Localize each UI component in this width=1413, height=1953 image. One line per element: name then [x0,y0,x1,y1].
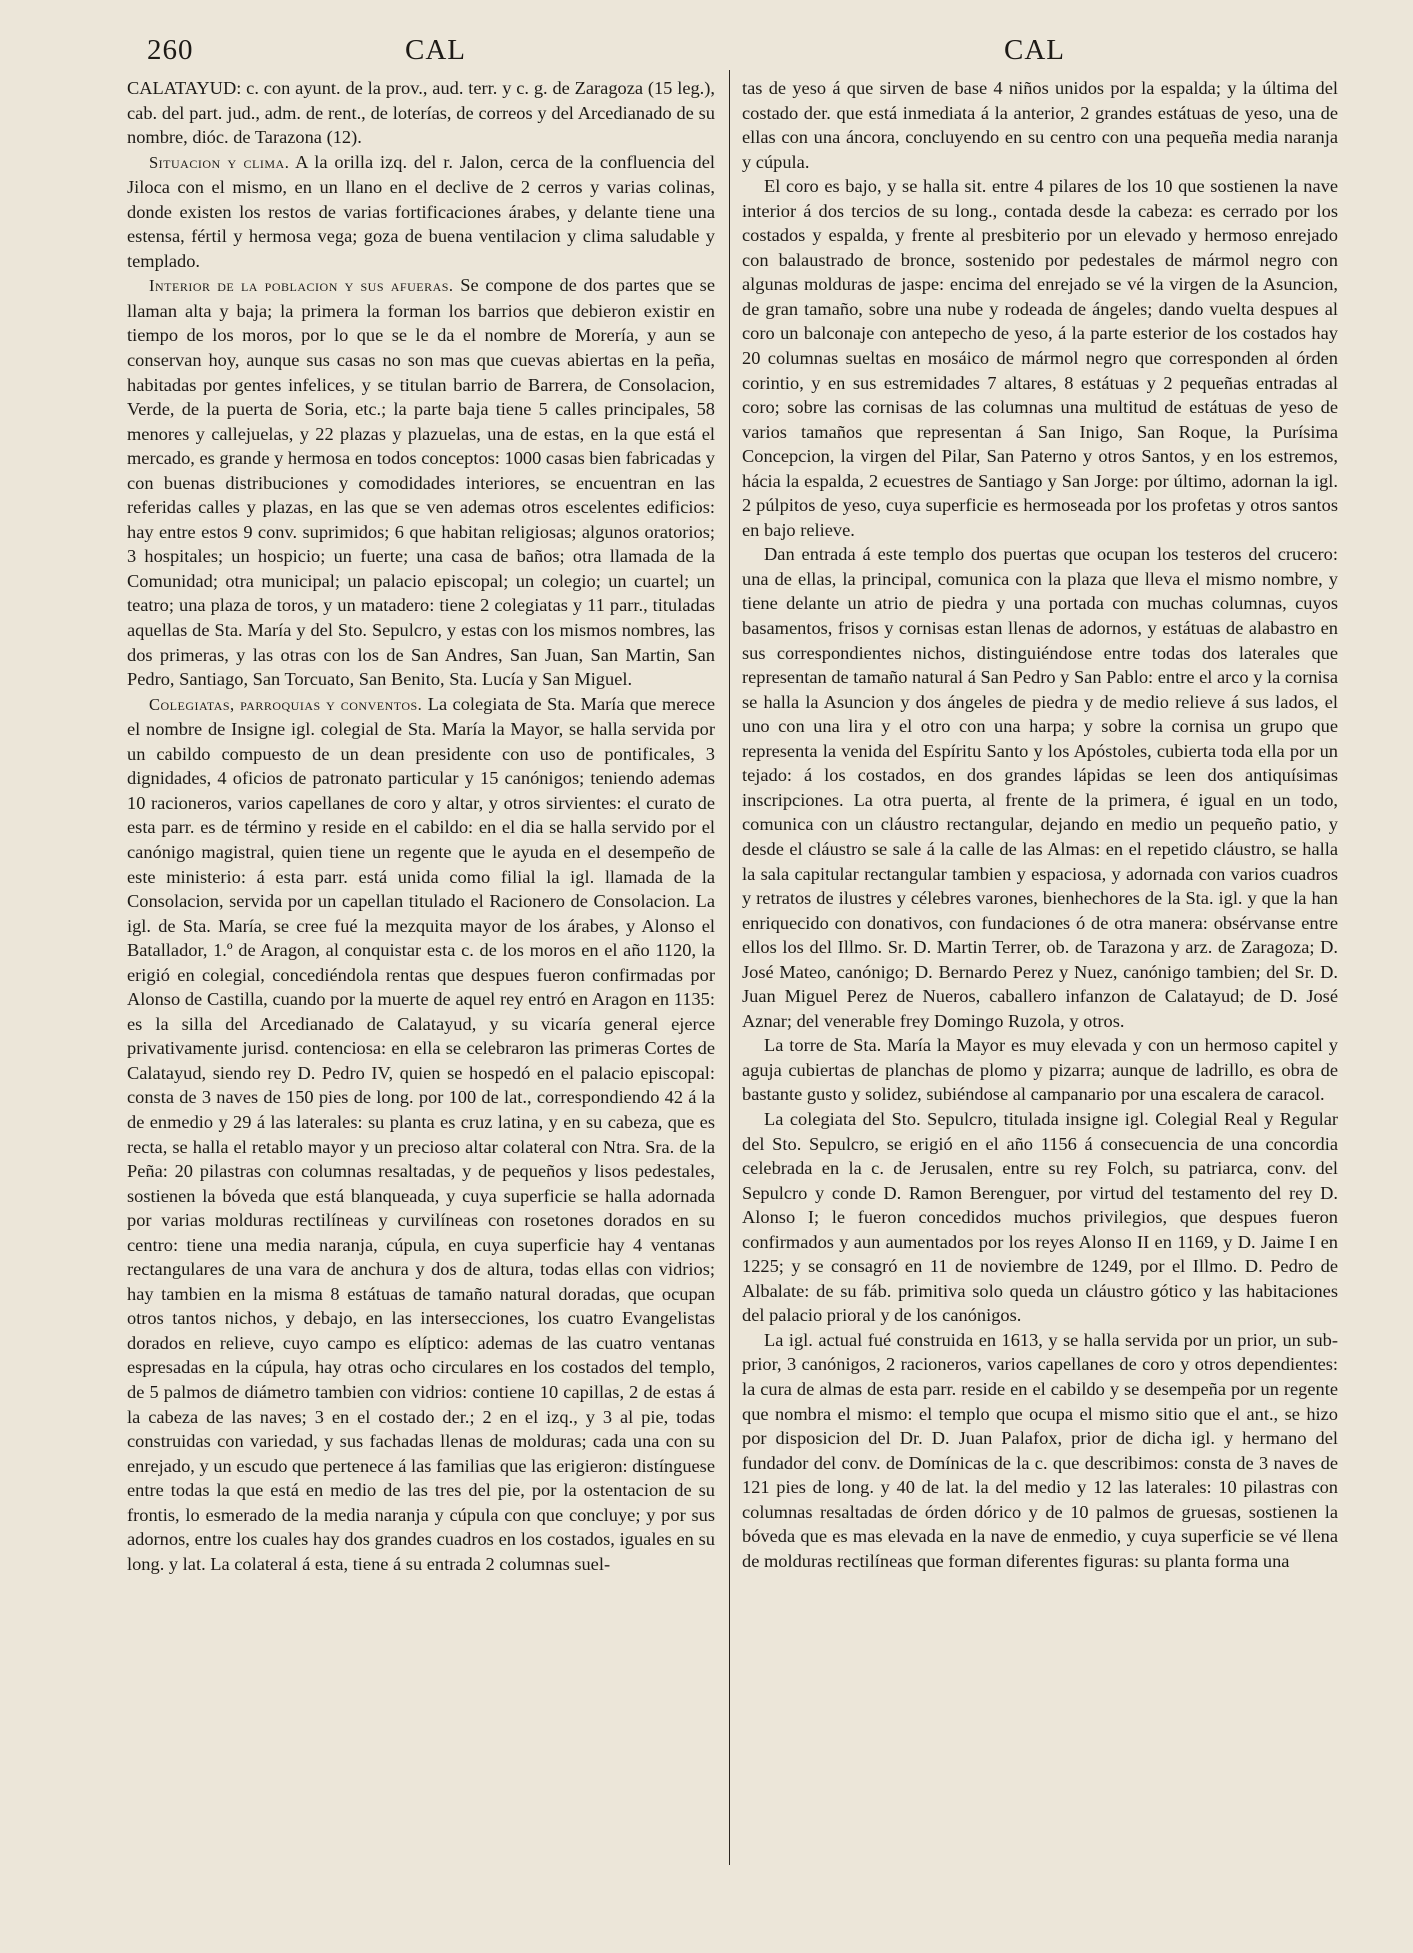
section-heading: Situacion y clima. [149,152,290,172]
paragraph-text: La igl. actual fué construida en 1613, y se halla servida por un prior, un sub-prior, 3 canónigos, 2 racioneros, varios capellanes de coro y otros dependientes: la cura de almas de esta parr. reside en el cabildo y se desempeña por un regente que nombra el mismo: el templo que ocupa el mismo sitio que el ant., se hizo por disposicion del Dr. D. Juan Palafox, prior de dicha igl. y hermano del fundador del conv. de Domínicas de la c. que describimos: consta de 3 naves de 121 pies de long. y 40 de lat. la del medio y 12 las laterales: 10 pilastras con columnas resaltadas de órden dórico y de 10 palmos de gruesas, sostienen la bóveda que es mas elevada en la nave de enmedio, y cuya superficie se vé llena de molduras rectilíneas que forman diferentes figuras: su planta forma una [742,1329,1338,1571]
paragraph-text: La colegiata de Sta. María que merece el nombre de Insigne igl. colegial de Sta. María la Mayor, se halla servida por un cabildo compuesto de un dean presidente con uso de pontificales, 3 dignidades, 4 oficios de patronato particular y 15 canónigos; teniendo ademas 10 racioneros, varios capellanes de coro y altar, y otros sirvientes: el curato de esta parr. es de término y reside en el cabildo: en el dia se halla servido por el canónigo magistral, quien tiene un regente que le ayuda en el desempeño de este ministerio: á esta parr. está unida como filial la igl. llamada de la Consolacion, servida por un capellan titulado el Racionero de Consolacion. La igl. de Sta. María, se cree fué la mezquita mayor de los árabes, y Alonso el Batallador, 1.º de Aragon, al conquistar esta c. de los moros en el año 1120, la erigió en colegial, concediéndola rentas que despues fueron confirmadas por Alonso de Castilla, cuando por la muerte de aquel rey entró en Aragon en 1135: es la silla del Arcedianado de Calatayud, y su vicaría general ejerce privativamente jurisd. contenciosa: en ella se celebraron las primeras Cortes de Calatayud, siendo rey D. Pedro IV, quien se hospedó en el palacio episcopal: consta de 3 naves de 150 pies de long. por 100 de lat., correspondiendo 42 á la de enmedio y 29 á las laterales: su planta es cruz latina, y en su cabeza, que es recta, se halla el retablo mayor y un precioso altar colateral con Ntra. Sra. de la Peña: 20 pilastras con columnas resaltadas, y de pequeños y lisos pedestales, sostienen la bóveda que está blanqueada, y cuya superficie se halla adornada por varias molduras rectilíneas y curvilíneas con rosetones dorados en su centro: tiene una media naranja, cúpula, en cuya superficie hay 4 ventanas rectangulares de una vara de anchura y dos de altura, todas ellas con vidrios; hay tambien en la misma 8 estátuas de tamaño natural doradas, que ocupan otros tantos nichos, y debajo, en las intersecciones, los cuatro Evangelistas dorados en relieve, cuyo campo es elíptico: ademas de las cuatro ventanas espresadas en la cúpula, hay otras ocho circulares en los costados del templo, de 5 palmos de diámetro tambien con vidrios: contiene 10 capillas, 2 de estas á la cabeza de las naves; 3 en el costado der.; 2 en el izq., y 3 al pie, todas construidas con variedad, y sus fachadas llenas de molduras; cada una con su enrejado, y un escudo que pertenece á las familias que las erigieron: distínguese entre todas la que está en medio de las tres del pie, por la ostentacion de su frontis, lo esmerado de la media naranja y cúpula con que concluye; y por sus adornos, entre los cuales hay dos grandes cuadros en los costados, iguales en su long. y lat. La colateral á esta, tiene á su entrada 2 columnas suel- [127,693,715,1574]
section-heading: Colegiatas, parroquias y conventos. [149,694,423,714]
paragraph-text: Dan entrada á este templo dos puertas que ocupan los testeros del crucero: una de ellas, la principal, comunica con la plaza que lleva el mismo nombre, y tiene delante un atrio de piedra y una portada con muchas columnas, cuyos basamentos, frisos y cornisas estan llenas de adornos, y estátuas de alabastro en sus correspondientes nichos, distinguiéndose entre todas dos laterales que representan de tamaño natural á San Pedro y San Pablo: entre el arco y la cornisa se halla la Asuncion y dos ángeles de piedra y de medio relieve á sus lados, el uno con una lira y el otro con una harpa; y sobre la cornisa un grupo que representa la venida del Espíritu Santo y los Apóstoles, cubierta toda ella por un tejado: á los costados, en dos grandes lápidas se leen dos antiquísimas inscripciones. La otra puerta, al frente de la primera, é igual en un todo, comunica con un cláustro rectangular, dejando en medio un pequeño patio, y desde el cláustro se sale á la calle de las Almas: en el repetido cláustro, se halla la sala capitular rectangular tambien y espaciosa, y adornada con varios cuadros y retratos de ilustres y célebres varones, bienhechores de la Sta. igl. y que la han enriquecido con donativos, con fundaciones ó de otra manera: obsérvanse entre ellos los del Illmo. Sr. D. Martin Terrer, ob. de Tarazona y arz. de Zaragoza; D. José Mateo, canónigo; D. Bernardo Perez y Nuez, canónigo tambien; del Sr. D. Juan Miguel Perez de Nueros, caballero infanzon de Calatayud; de D. José Aznar; del venerable frey Domingo Ruzola, y otros. [742,544,1338,1031]
text-paragraph [742,76,1338,174]
text-paragraph [127,76,715,150]
section-heading: Interior de la poblacion y sus afueras. [149,276,454,296]
paragraph-text: La colegiata del Sto. Sepulcro, titulada insigne igl. Colegial Real y Regular del Sto. Sepulcro, se erigió en el año 1156 á consecuencia de una concordia celebrada en la c. de Jerusalen, entre su rey Folch, su patriarca, conv. del Sepulcro y conde D. Ramon Berenguer, por virtud del testamento del rey D. Alonso I; le fueron concedidos muchos privilegios, que despues fueron confirmados y aun aumentados por los reyes Alonso II en 1169, y D. Jaime I en 1225; y se consagró en 11 de noviembre de 1249, por el Illmo. D. Pedro de Albalate: de su fáb. primitiva solo queda un cláustro gótico y las habitaciones del palacio prioral y de los canónigos. [742,1108,1338,1326]
text-paragraph [742,542,1338,1033]
left-text-column [127,76,715,1906]
section-paragraph [127,692,715,1577]
paragraph-text: tas de yeso á que sirven de base 4 niños unidos por la espalda; y la última del costado der. que está inmediata á la anterior, 2 grandes estátuas de yeso, una de ellas con una áncora, concluyendo en su centro con una pequeña media naranja y cúpula. [742,78,1338,172]
paragraph-text: El coro es bajo, y se halla sit. entre 4 pilares de los 10 que sostienen la nave interior á dos tercios de su long., contada desde la cabeza: es cerrado por los costados y espalda, y frente al presbiterio por un elevado y hermoso enrejado con balaustrado de bronce, sostenido por pedestales de mármol negro con algunas molduras de jaspe: encima del enrejado se vé la virgen de la Asuncion, de gran tamaño, sobre una nube y rodeada de ángeles; dando vuelta despues al coro un balconaje con antepecho de yeso, á la parte esterior de los costados hay 20 columnas sueltas en mosáico de mármol negro que corresponden al órden corintio, y en sus estremidades 7 altares, 8 estátuas y 2 pequeñas entradas al coro; sobre las cornisas de las columnas una multitud de estátuas de yeso de varios tamaños que representan á San Inigo, San Roque, la Purísima Concepcion, la virgen del Pilar, San Paterno y otros Santos, y en los estremos, hácia la espalda, 2 ecuestres de Santiago y San Jorge: por último, adornan la igl. 2 púlpitos de yeso, cuya superficie es hermoseada por los profetas y otros santos en bajo relieve. [742,176,1338,540]
text-paragraph [742,1033,1338,1107]
right-running-title: CAL [1004,34,1065,66]
section-paragraph [127,273,715,691]
paragraph-text: A la orilla izq. del r. Jalon, cerca de la confluencia del Jiloca con el mismo, en un llano en el declive de 2 cerros y varias colinas, donde existen los restos de varias fortificaciones árabes, y delante tiene una estensa, fértil y hermosa vega; goza de buena ventilacion y clima saludable y templado. [127,151,715,271]
left-running-title: CAL [405,34,466,66]
right-text-column [742,76,1338,1906]
column-divider [729,70,730,1865]
paragraph-text: c. con ayunt. de la prov., aud. terr. y c. g. de Zaragoza (15 leg.), cab. del part. jud., adm. de rent., de loterías, de correos y del Arcedianado de su nombre, dióc. de Tarazona (12). [127,78,715,148]
text-paragraph [742,1107,1338,1328]
text-paragraph [742,174,1338,542]
section-paragraph [127,150,715,274]
page-number: 260 [147,34,194,66]
paragraph-text: La torre de Sta. María la Mayor es muy elevada y con un hermoso capitel y aguja cubiertas de planchas de plomo y pizarra; aunque de ladrillo, es obra de bastante gusto y solidez, subiéndose al campanario por una escalera de caracol. [742,1035,1338,1105]
entry-headword: CALATAYUD: [127,78,242,98]
text-paragraph [742,1328,1338,1573]
paragraph-text: Se compone de dos partes que se llaman alta y baja; la primera la forman los barrios que debieron existir en tiempo de los moros, por lo que se le da el nombre de Morería, y aun se conservan hoy, aunque sus casas no son mas que cuevas abiertas en la peña, habitadas por gentes infelices, y se titulan barrio de Barrera, de Consolacion, Verde, de la puerta de Soria, etc.; la parte baja tiene 5 calles principales, 58 menores y callejuelas, y 22 plazas y plazuelas, una de estas, en la que está el mercado, es grande y hermosa en todos conceptos: 1000 casas bien fabricadas y con buenas distribuciones y comodidades interiores, se encuentran en las referidas calles y plazas, en las que se ven ademas otros escelentes edificios: hay entre estos 9 conv. suprimidos; 6 que habitan religiosas; algunos oratorios; 3 hospitales; un hospicio; un fuerte; una casa de baños; otra llamada de la Comunidad; otra municipal; un palacio episcopal; un colegio; un cuartel; un teatro; una plaza de toros, y un matadero: tiene 2 colegiatas y 11 parr., tituladas aquellas de Sta. María y del Sto. Sepulcro, y estas con los mismos nombres, las dos primeras, y las otras con los de San Andres, San Juan, San Martin, San Pedro, Santiago, San Torcuato, San Benito, Sta. Lucía y San Miguel. [127,275,715,690]
